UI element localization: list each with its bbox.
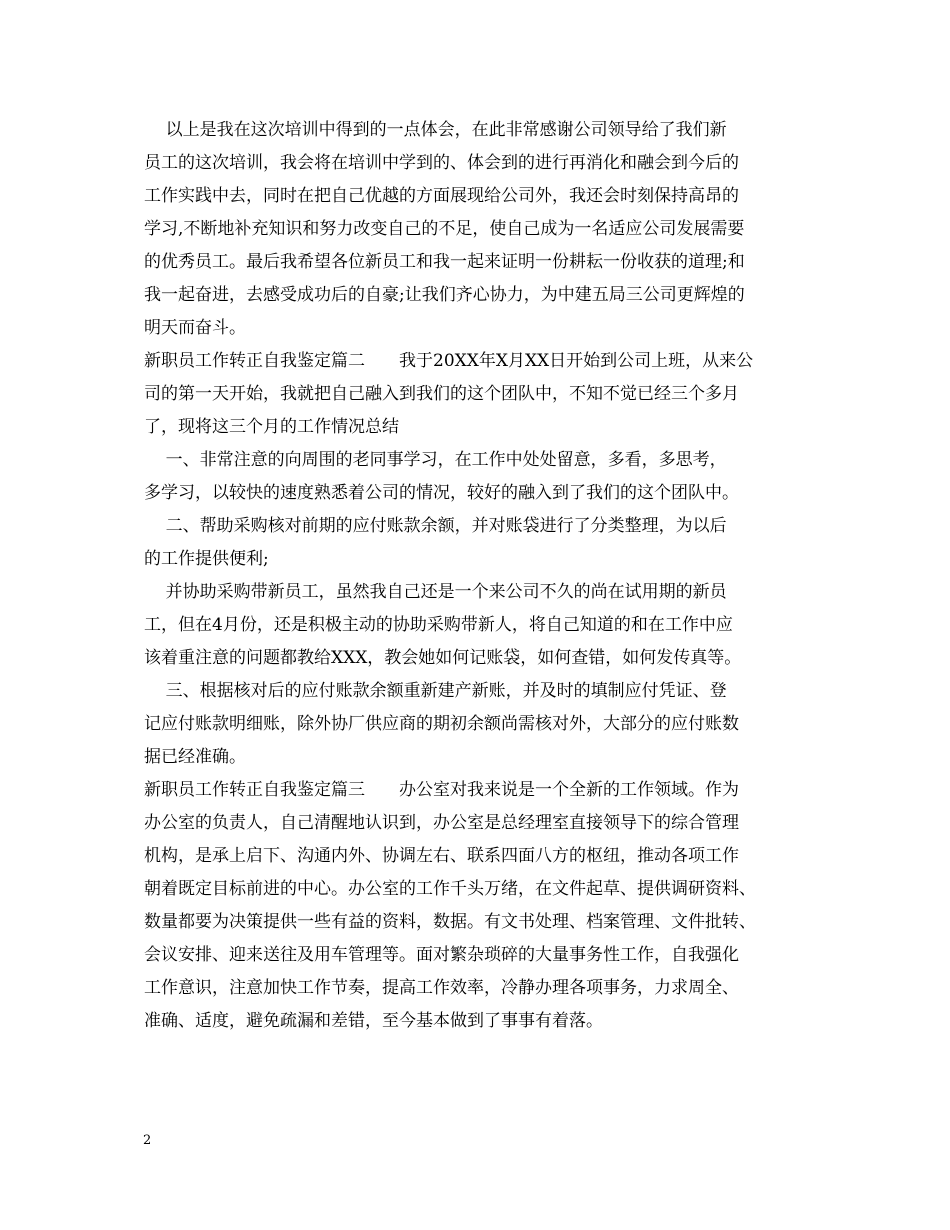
text-line: 司的第一天开始，我就把自己融入到我们的这个团队中，不知不觉已经三个多月 bbox=[144, 384, 739, 404]
text-line: 学习,不断地补充知识和努力改变自己的不足，使自己成为一名适应公司发展需要 bbox=[144, 219, 745, 239]
text-line: 二、帮助采购核对前期的应付账款余额，并对账袋进行了分类整理，为以后 bbox=[144, 516, 727, 536]
text-line: 数量都要为决策提供一些有益的资料，数据。有文书处理、档案管理、文件批转、 bbox=[144, 912, 756, 932]
text-line: 工作实践中去，同时在把自己优越的方面展现给公司外，我还会时刻保持高昂的 bbox=[144, 186, 739, 206]
text-line: 机构，是承上启下、沟通内外、协调左右、联系四面八方的枢纽，推动各项工作 bbox=[144, 846, 739, 866]
document-body bbox=[144, 114, 824, 1038]
page-number: 2 bbox=[143, 1133, 152, 1148]
text-line: 准确、适度，避免疏漏和差错，至今基本做到了事事有着落。 bbox=[144, 1011, 603, 1031]
text-line: 三、根据核对后的应付账款余额重新建产新账，并及时的填制应付凭证、登 bbox=[144, 681, 727, 701]
text-line: 办公室的负责人，自己清醒地认识到，办公室是总经理室直接领导下的综合管理 bbox=[144, 813, 739, 833]
text-line: 该着重注意的问题都教给XXX，教会她如何记账袋，如何查错，如何发传真等。 bbox=[144, 648, 742, 668]
text-line: 以上是我在这次培训中得到的一点体会，在此非常感谢公司领导给了我们新 bbox=[144, 120, 727, 140]
text-line: 一、非常注意的向周围的老同事学习，在工作中处处留意，多看，多思考， bbox=[144, 450, 727, 470]
text-line: 并协助采购带新员工，虽然我自己还是一个来公司不久的尚在试用期的新员 bbox=[144, 582, 727, 602]
text-line: 据已经准确。 bbox=[144, 747, 246, 767]
text-line: 员工的这次培训，我会将在培训中学到的、体会到的进行再消化和融会到今后的 bbox=[144, 153, 739, 173]
text-line: 会议安排、迎来送往及用车管理等。面对繁杂琐碎的大量事务性工作，自我强化 bbox=[144, 945, 739, 965]
section-heading-line: 新职员工作转正自我鉴定篇三 办公室对我来说是一个全新的工作领域。作为 bbox=[144, 780, 739, 800]
text-line: 我一起奋进，去感受成功后的自豪;让我们齐心协力，为中建五局三公司更辉煌的 bbox=[144, 285, 745, 305]
section-heading-line: 新职员工作转正自我鉴定篇二 我于20XX年X月XX日开始到公司上班，从来公 bbox=[144, 351, 754, 371]
text-line: 了，现将这三个月的工作情况总结 bbox=[144, 417, 399, 437]
text-line: 的优秀员工。最后我希望各位新员工和我一起来证明一份耕耘一份收获的道理;和 bbox=[144, 252, 745, 272]
text-line: 的工作提供便利; bbox=[144, 549, 269, 569]
text-line: 记应付账款明细账，除外协厂供应商的期初余额尚需核对外，大部分的应付账数 bbox=[144, 714, 739, 734]
text-line: 明天而奋斗。 bbox=[144, 318, 246, 338]
text-line: 工，但在4月份，还是积极主动的协助采购带新人，将自己知道的和在工作中应 bbox=[144, 615, 733, 635]
text-line: 朝着既定目标前进的中心。办公室的工作千头万绪，在文件起草、提供调研资料、 bbox=[144, 879, 756, 899]
text-line: 工作意识，注意加快工作节奏，提高工作效率，冷静办理各项事务，力求周全、 bbox=[144, 978, 739, 998]
text-line: 多学习，以较快的速度熟悉着公司的情况，较好的融入到了我们的这个团队中。 bbox=[144, 483, 739, 503]
